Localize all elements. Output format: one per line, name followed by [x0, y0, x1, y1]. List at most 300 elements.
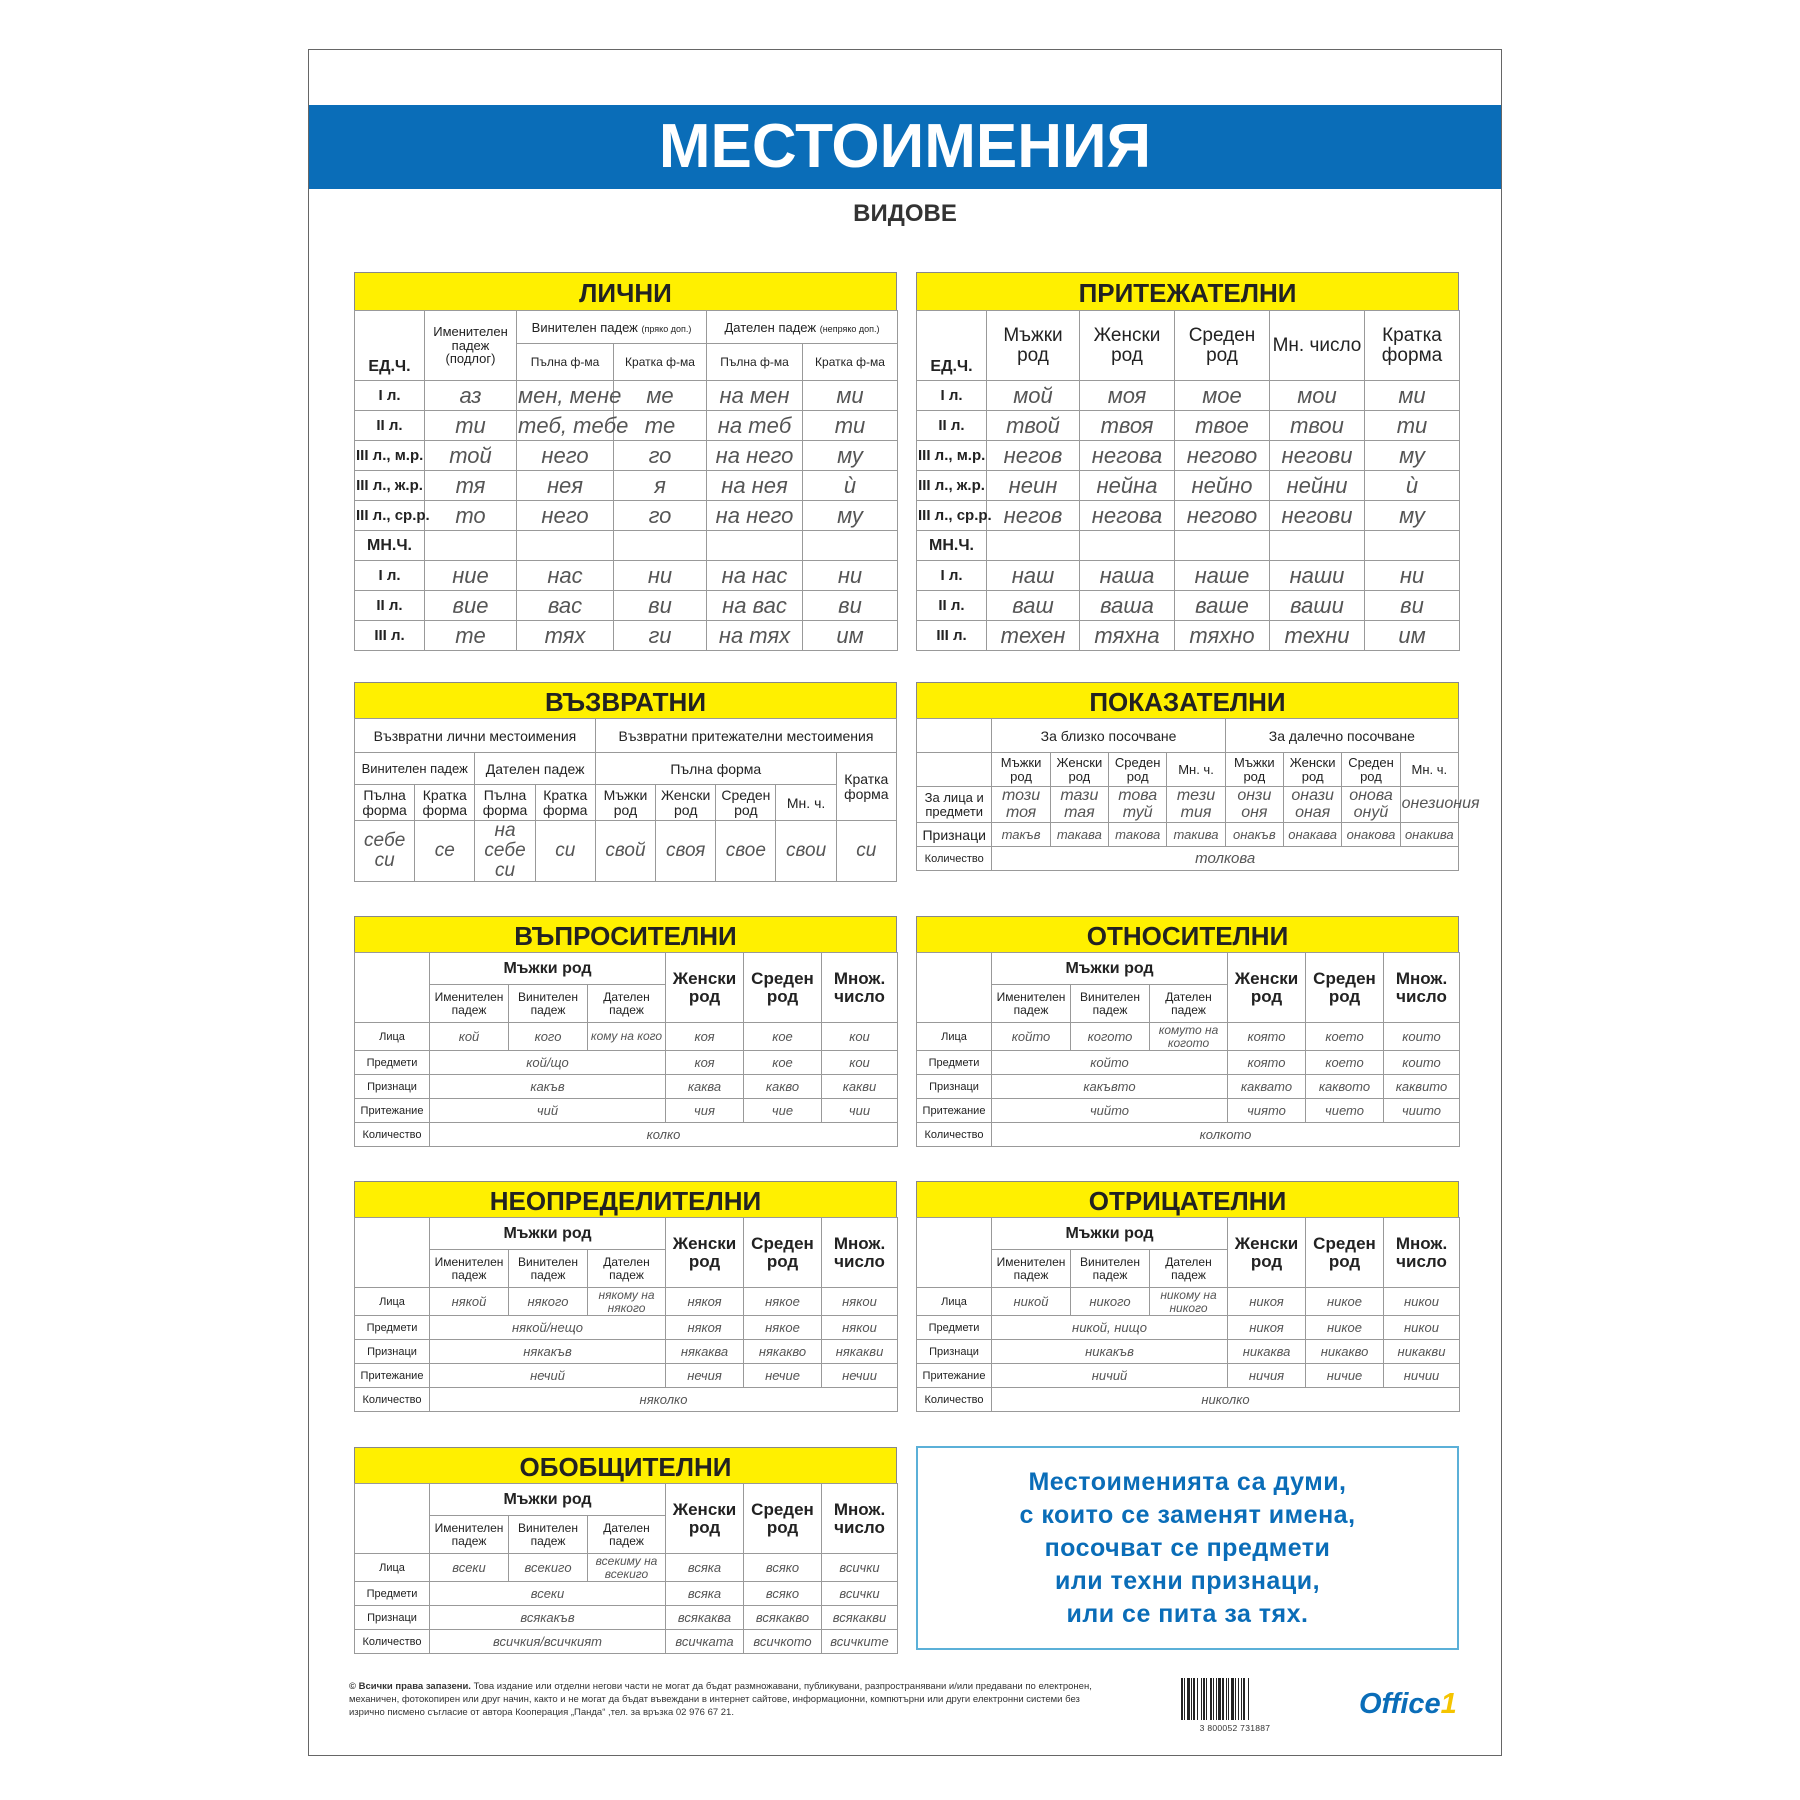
value-cell: своя — [656, 821, 716, 882]
mn-label: МН.Ч. — [917, 531, 987, 561]
header-imen: Именителен падеж — [992, 1250, 1071, 1288]
value-cell: каквото — [1306, 1075, 1384, 1099]
table-row — [355, 1316, 898, 1340]
table-row — [917, 501, 1460, 531]
value-cell: ни — [803, 561, 898, 591]
value-cell: на тях — [707, 621, 803, 651]
row-label: Лица — [355, 1023, 430, 1051]
section-title: ПРИТЕЖАТЕЛНИ — [916, 272, 1459, 310]
header-dat: Дателен падеж — [588, 1516, 666, 1554]
header-lichni: Възвратни лични местоимения — [355, 719, 596, 753]
value-cell: тази тая — [1050, 787, 1108, 823]
row-label: Притежание — [917, 1099, 992, 1123]
header-vin: Винителен падеж — [509, 1250, 588, 1288]
table-row — [355, 1606, 898, 1630]
value-cell: ваше — [1175, 591, 1270, 621]
value-cell: онакива — [1400, 823, 1458, 847]
vazvratni-table — [354, 718, 897, 882]
row-label: Притежание — [355, 1364, 430, 1388]
table-row — [355, 1023, 898, 1051]
value-cell: го — [614, 501, 707, 531]
value-cell: свой — [595, 821, 655, 882]
value-cell: тя — [425, 471, 517, 501]
value-cell: го — [614, 441, 707, 471]
header-vin: Винителен падеж — [355, 753, 475, 785]
row-label: Признаци — [355, 1075, 430, 1099]
section-title: ОБОБЩИТЕЛНИ — [354, 1447, 897, 1483]
value-cell: нея — [517, 471, 614, 501]
value-cell: ми — [803, 381, 898, 411]
header-imen: Именителен падеж — [430, 985, 509, 1023]
table-row — [917, 591, 1460, 621]
value-cell: теб, тебе — [517, 411, 614, 441]
header-full: Пълна форма — [475, 785, 535, 821]
header-m: Мъжки род — [992, 953, 1228, 985]
row-label: Лица — [355, 1288, 430, 1316]
header-vin: Винителен падеж — [509, 985, 588, 1023]
section-title: ОТРИЦАТЕЛНИ — [916, 1181, 1459, 1217]
value-cell: ти — [803, 411, 898, 441]
value-cell: наши — [1270, 561, 1365, 591]
row-label: II л. — [917, 411, 987, 441]
value-cell: негов — [987, 501, 1080, 531]
value-cell: себе си — [355, 821, 415, 882]
otricatelni-table — [916, 1217, 1460, 1412]
value-cell: онова онуй — [1342, 787, 1400, 823]
value-cell: някакъв — [430, 1340, 666, 1364]
mn-label: МН.Ч. — [355, 531, 425, 561]
value-cell: му — [803, 501, 898, 531]
value-cell: всичката — [666, 1630, 744, 1654]
value-cell: твой — [987, 411, 1080, 441]
value-cell: чийто — [992, 1099, 1228, 1123]
value-cell: си — [836, 821, 896, 882]
barcode — [1179, 1678, 1291, 1726]
poster — [308, 49, 1502, 1756]
value-cell: нейни — [1270, 471, 1365, 501]
pokazatelni-table — [916, 718, 1480, 871]
value-cell: на вас — [707, 591, 803, 621]
table-row — [355, 1099, 898, 1123]
value-cell: какво — [744, 1075, 822, 1099]
otnositelni-table — [916, 952, 1460, 1147]
header-pl: Множ. число — [1384, 953, 1460, 1023]
table-row — [355, 1582, 898, 1606]
header-f: Женски род — [666, 1484, 744, 1554]
row-label: I л. — [355, 561, 425, 591]
value-cell: никакви — [1384, 1340, 1460, 1364]
value-cell: негово — [1175, 501, 1270, 531]
table-row — [917, 1364, 1460, 1388]
table-row — [917, 441, 1460, 471]
header-vin-full: Пълна ф-ма — [517, 344, 614, 381]
row-label: Предмети — [355, 1051, 430, 1075]
value-cell: никои — [1384, 1288, 1460, 1316]
value-cell: кому на кого — [588, 1023, 666, 1051]
value-cell: всяко — [744, 1582, 822, 1606]
row-label: Предмети — [917, 1051, 992, 1075]
vaprositelni-table — [354, 952, 898, 1147]
table-row — [355, 561, 898, 591]
table-row — [355, 1554, 898, 1582]
header-short: Кратка форма — [1365, 311, 1460, 381]
header-imen: Именителен падеж — [430, 1250, 509, 1288]
header-m: Мъжки род — [987, 311, 1080, 381]
table-row — [917, 1023, 1460, 1051]
row-label: Признаци — [355, 1340, 430, 1364]
row-label: Признаци — [917, 1075, 992, 1099]
value-cell: на себе си — [475, 821, 535, 882]
value-cell: кое — [744, 1051, 822, 1075]
row-label: II л. — [355, 591, 425, 621]
value-cell: каквито — [1384, 1075, 1460, 1099]
value-cell: кое — [744, 1023, 822, 1051]
header-datelen: Дателен падеж (непряко доп.) — [707, 311, 898, 344]
value-cell: му — [1365, 501, 1460, 531]
value-cell: ме — [614, 381, 707, 411]
header-m: Мъжки род — [430, 1484, 666, 1516]
row-label: III л., ср.р. — [355, 501, 425, 531]
row-label: Притежание — [917, 1364, 992, 1388]
value-cell: чия — [666, 1099, 744, 1123]
value-cell: му — [1365, 441, 1460, 471]
section-neopredelitelni — [354, 1181, 897, 1412]
row-label: Признаци — [355, 1606, 430, 1630]
table-row — [917, 1340, 1460, 1364]
value-cell: всички — [822, 1582, 898, 1606]
table-row — [917, 1123, 1460, 1147]
value-cell: която — [1228, 1023, 1306, 1051]
table-row — [917, 381, 1460, 411]
header-vin: Винителен падеж — [1071, 985, 1150, 1023]
value-cell: на теб — [707, 411, 803, 441]
header-full: Пълна форма — [355, 785, 415, 821]
header-dat-short: Кратка ф-ма — [803, 344, 898, 381]
table-row — [355, 471, 898, 501]
header-dat: Дателен падеж — [1150, 985, 1228, 1023]
value-cell: ѝ — [1365, 471, 1460, 501]
value-cell: ничии — [1384, 1364, 1460, 1388]
value-cell: неин — [987, 471, 1080, 501]
value-cell: ваши — [1270, 591, 1365, 621]
header-m: Мъжки род — [992, 1218, 1228, 1250]
value-cell: ни — [614, 561, 707, 591]
header-dat: Дателен падеж — [588, 1250, 666, 1288]
value-cell: което — [1306, 1051, 1384, 1075]
value-cell: който — [992, 1023, 1071, 1051]
value-cell: кого — [509, 1023, 588, 1051]
value-cell: какъв — [430, 1075, 666, 1099]
value-cell: на него — [707, 501, 803, 531]
value-cell: вие — [425, 591, 517, 621]
value-cell: техни — [1270, 621, 1365, 651]
header-pl: Множ. число — [822, 953, 898, 1023]
value-cell: се — [415, 821, 475, 882]
value-cell: тях — [517, 621, 614, 651]
value-cell: всяко — [744, 1554, 822, 1582]
value-cell: негов — [987, 441, 1080, 471]
header-short: Кратка форма — [415, 785, 475, 821]
value-cell: наше — [1175, 561, 1270, 591]
note-line: Местоименията са думи, — [1028, 1467, 1347, 1496]
header-imen: Именителен падеж — [992, 985, 1071, 1023]
value-cell: чии — [822, 1099, 898, 1123]
value-cell: колкото — [992, 1123, 1460, 1147]
row-label: III л., ж.р. — [917, 471, 987, 501]
table-row — [917, 621, 1460, 651]
value-cell: този тоя — [992, 787, 1050, 823]
barcode-number: 3 800052 731887 — [1199, 1723, 1271, 1733]
value-cell: чиято — [1228, 1099, 1306, 1123]
value-cell: онакава — [1284, 823, 1342, 847]
header-pl: Мн. ч. — [776, 785, 836, 821]
section-title: ВЪПРОСИТЕЛНИ — [354, 916, 897, 952]
section-lichni — [354, 272, 897, 651]
header-dat: Дателен падеж — [1150, 1250, 1228, 1288]
value-cell: твои — [1270, 411, 1365, 441]
header-vin: Винителен падеж — [509, 1516, 588, 1554]
header-n: Среден род — [716, 785, 776, 821]
table-row — [355, 411, 898, 441]
value-cell: те — [425, 621, 517, 651]
value-cell: всички — [822, 1554, 898, 1582]
row-label: Лица — [917, 1023, 992, 1051]
header-n: Среден род — [1306, 1218, 1384, 1288]
value-cell: коя — [666, 1051, 744, 1075]
ed-label: ЕД.Ч. — [355, 311, 425, 381]
section-obobshtitelni — [354, 1447, 897, 1654]
value-cell: някаква — [666, 1340, 744, 1364]
row-label: III л., ж.р. — [355, 471, 425, 501]
table-row — [917, 1051, 1460, 1075]
value-cell: негово — [1175, 441, 1270, 471]
note-line: с които се заменят имена, — [1019, 1500, 1356, 1529]
table-row — [917, 1075, 1460, 1099]
value-cell: какъвто — [992, 1075, 1228, 1099]
header-vin: Винителен падеж — [1071, 1250, 1150, 1288]
header-f: Женски род — [1050, 753, 1108, 787]
row-label: Притежание — [355, 1099, 430, 1123]
value-cell: никого — [1071, 1288, 1150, 1316]
value-cell: толкова — [992, 847, 1459, 871]
value-cell: им — [1365, 621, 1460, 651]
header-vin-short: Кратка ф-ма — [614, 344, 707, 381]
page-subtitle: ВИДОВЕ — [853, 200, 957, 227]
row-label: III л. — [355, 621, 425, 651]
table-row — [355, 1051, 898, 1075]
row-label: Количество — [355, 1388, 430, 1412]
value-cell: всякакъв — [430, 1606, 666, 1630]
value-cell: негови — [1270, 441, 1365, 471]
table-row — [917, 471, 1460, 501]
value-cell: му — [803, 441, 898, 471]
section-otnositelni — [916, 916, 1459, 1147]
table-row — [355, 1340, 898, 1364]
value-cell: мой — [987, 381, 1080, 411]
table-row — [355, 1630, 898, 1654]
section-title: ВЪЗВРАТНИ — [354, 682, 897, 718]
value-cell: твое — [1175, 411, 1270, 441]
value-cell: моя — [1080, 381, 1175, 411]
section-title: ОТНОСИТЕЛНИ — [916, 916, 1459, 952]
value-cell: никоя — [1228, 1316, 1306, 1340]
value-cell: никои — [1384, 1316, 1460, 1340]
header-f: Женски род — [666, 1218, 744, 1288]
value-cell: никоя — [1228, 1288, 1306, 1316]
value-cell: кой — [430, 1023, 509, 1051]
value-cell: всякакво — [744, 1606, 822, 1630]
value-cell: такива — [1167, 823, 1225, 847]
table-row — [355, 591, 898, 621]
value-cell: ви — [614, 591, 707, 621]
value-cell: няколко — [430, 1388, 898, 1412]
row-label: Лица — [355, 1554, 430, 1582]
table-row — [355, 501, 898, 531]
value-cell: те — [614, 411, 707, 441]
ed-label: ЕД.Ч. — [917, 311, 987, 381]
header-m: Мъжки род — [430, 953, 666, 985]
lichni-table — [354, 310, 898, 651]
value-cell: някого — [509, 1288, 588, 1316]
value-cell: техен — [987, 621, 1080, 651]
value-cell: свое — [716, 821, 776, 882]
value-cell: който — [992, 1051, 1228, 1075]
value-cell: нейна — [1080, 471, 1175, 501]
row-label: II л. — [355, 411, 425, 441]
value-cell: някакво — [744, 1340, 822, 1364]
value-cell: някой — [430, 1288, 509, 1316]
value-cell: всекиго — [509, 1554, 588, 1582]
value-cell: онезиония — [1400, 787, 1458, 823]
value-cell: чий — [430, 1099, 666, 1123]
value-cell: тяхно — [1175, 621, 1270, 651]
table-row — [917, 1316, 1460, 1340]
value-cell: какви — [822, 1075, 898, 1099]
header-f: Женски род — [666, 953, 744, 1023]
section-otricatelni — [916, 1181, 1459, 1412]
value-cell: него — [517, 441, 614, 471]
value-cell: ѝ — [803, 471, 898, 501]
value-cell: всекиму на всекиго — [588, 1554, 666, 1582]
pritezhatelni-table — [916, 310, 1460, 651]
value-cell: ви — [803, 591, 898, 621]
note-line: или се пита за тях. — [1066, 1599, 1309, 1628]
header-f: Женски род — [656, 785, 716, 821]
value-cell: на мен — [707, 381, 803, 411]
value-cell: ние — [425, 561, 517, 591]
page-title: МЕСТОИМЕНИЯ — [309, 105, 1501, 189]
value-cell: ваша — [1080, 591, 1175, 621]
value-cell: някое — [744, 1288, 822, 1316]
header-pl: Мн. ч. — [1400, 753, 1458, 787]
value-cell: негови — [1270, 501, 1365, 531]
value-cell: ваш — [987, 591, 1080, 621]
table-row — [355, 1123, 898, 1147]
header-short: Кратка форма — [535, 785, 595, 821]
header-far: За далечно посочване — [1225, 719, 1458, 753]
value-cell: онакова — [1342, 823, 1400, 847]
row-label: III л. — [917, 621, 987, 651]
table-row — [355, 1288, 898, 1316]
header-m: Мъжки род — [430, 1218, 666, 1250]
value-cell: я — [614, 471, 707, 501]
header-n: Среден род — [1175, 311, 1270, 381]
header-m: Мъжки род — [595, 785, 655, 821]
table-row — [917, 1388, 1460, 1412]
value-cell: чиито — [1384, 1099, 1460, 1123]
value-cell: негова — [1080, 441, 1175, 471]
header-pl: Множ. число — [1384, 1218, 1460, 1288]
value-cell: нас — [517, 561, 614, 591]
table-row — [917, 411, 1460, 441]
header-pl: Множ. число — [822, 1218, 898, 1288]
value-cell: всеки — [430, 1582, 666, 1606]
value-cell: никакъв — [992, 1340, 1228, 1364]
value-cell: коя — [666, 1023, 744, 1051]
value-cell: онзи оня — [1225, 787, 1283, 823]
value-cell: мои — [1270, 381, 1365, 411]
value-cell: ги — [614, 621, 707, 651]
value-cell: които — [1384, 1023, 1460, 1051]
value-cell: нечия — [666, 1364, 744, 1388]
section-vazvratni — [354, 682, 897, 882]
office1-logo: Office1 — [1359, 1688, 1457, 1720]
row-label: III л., ср.р. — [917, 501, 987, 531]
obobshtitelni-table — [354, 1483, 898, 1654]
value-cell: когото — [1071, 1023, 1150, 1051]
header-n: Среден род — [744, 1484, 822, 1554]
value-cell: мое — [1175, 381, 1270, 411]
value-cell: негова — [1080, 501, 1175, 531]
value-cell: някой/нещо — [430, 1316, 666, 1340]
section-title: ЛИЧНИ — [354, 272, 897, 310]
row-label: I л. — [917, 561, 987, 591]
section-pritezhatelni — [916, 272, 1459, 651]
header-f: Женски род — [1228, 953, 1306, 1023]
value-cell: си — [535, 821, 595, 882]
value-cell: наша — [1080, 561, 1175, 591]
note-line: или техни признаци, — [1054, 1566, 1321, 1595]
value-cell: всякаква — [666, 1606, 744, 1630]
header-m: Мъжки род — [992, 753, 1050, 787]
value-cell: всяка — [666, 1554, 744, 1582]
value-cell: кои — [822, 1023, 898, 1051]
value-cell: някому на някого — [588, 1288, 666, 1316]
value-cell: никой — [992, 1288, 1071, 1316]
row-label: Лица — [917, 1288, 992, 1316]
header-pl: Мн. число — [1270, 311, 1365, 381]
header-n: Среден род — [1342, 753, 1400, 787]
value-cell: той — [425, 441, 517, 471]
value-cell: на нея — [707, 471, 803, 501]
header-full-form: Пълна форма — [595, 753, 836, 785]
header-f: Женски род — [1228, 1218, 1306, 1288]
header-n: Среден род — [1306, 953, 1384, 1023]
value-cell: някои — [822, 1316, 898, 1340]
row-label: Количество — [355, 1123, 430, 1147]
row-label: Количество — [917, 1123, 992, 1147]
value-cell: тяхна — [1080, 621, 1175, 651]
value-cell: чието — [1306, 1099, 1384, 1123]
value-cell: никое — [1306, 1288, 1384, 1316]
value-cell: ничий — [992, 1364, 1228, 1388]
value-cell: ничие — [1306, 1364, 1384, 1388]
value-cell: никое — [1306, 1316, 1384, 1340]
value-cell: кой/що — [430, 1051, 666, 1075]
value-cell: комуто на когото — [1150, 1023, 1228, 1051]
value-cell: мен, мене — [517, 381, 614, 411]
header-n: Среден род — [744, 1218, 822, 1288]
